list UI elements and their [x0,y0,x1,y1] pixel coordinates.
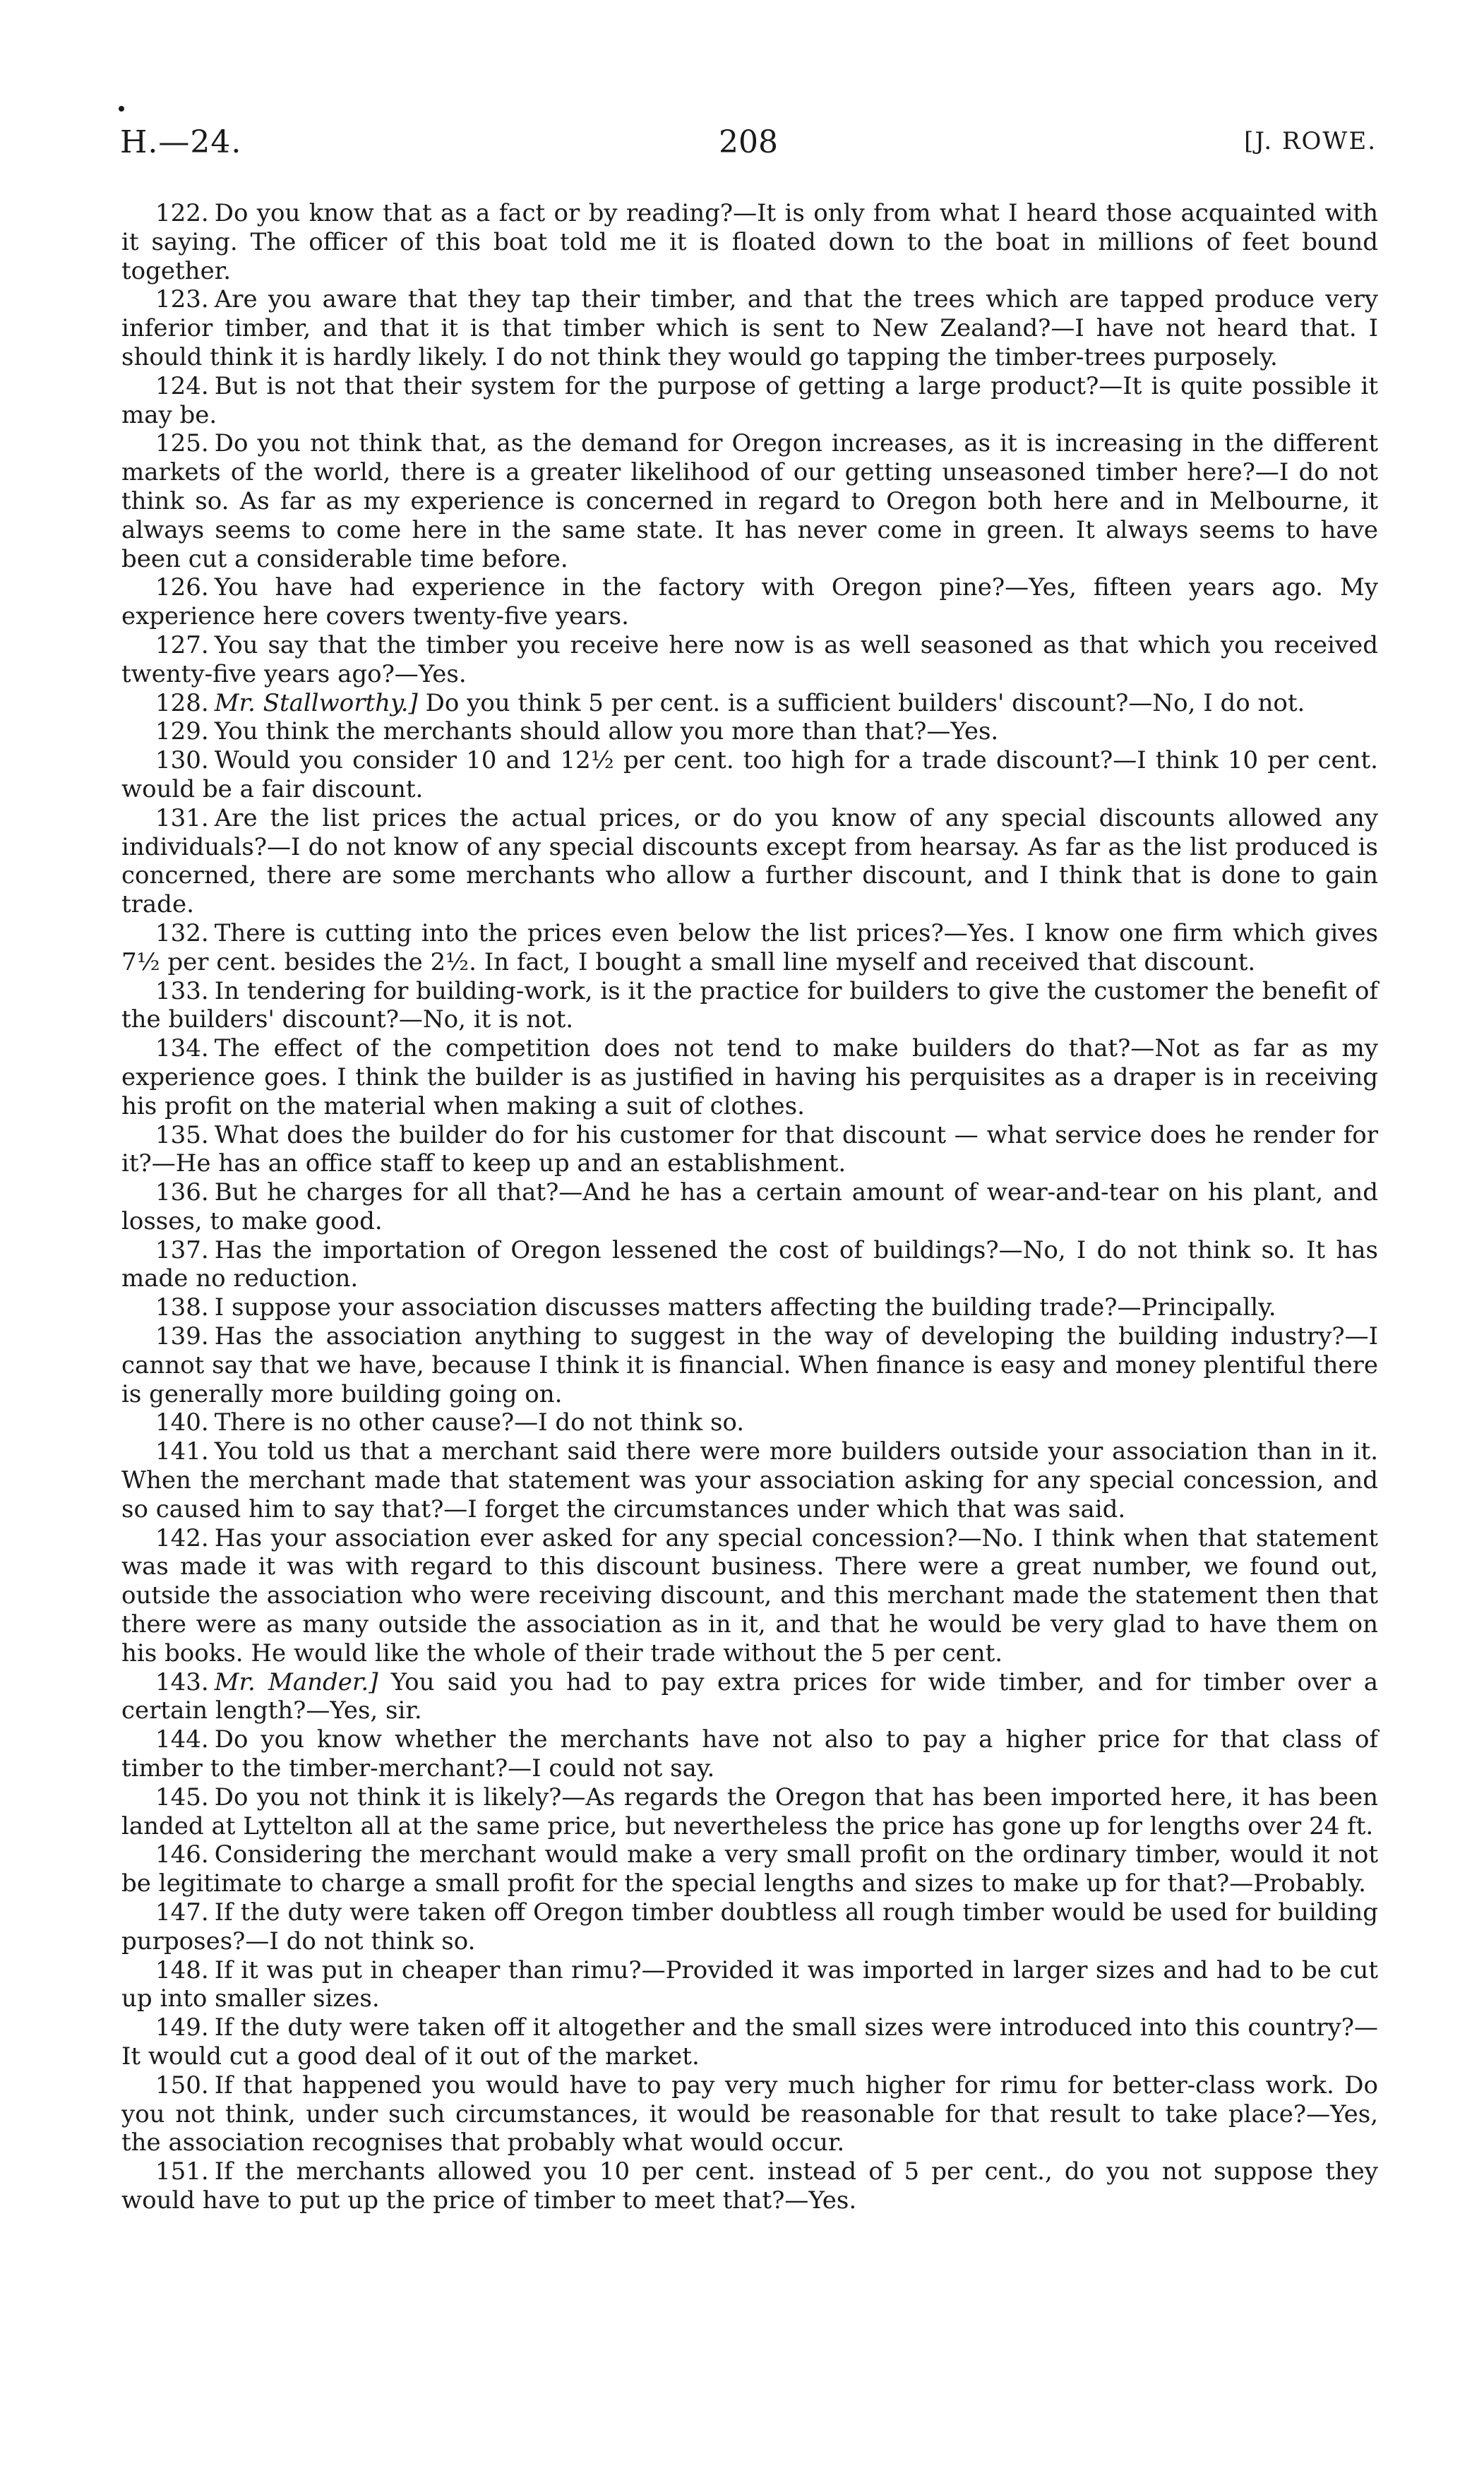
question-answer-text: You think the merchants should allow you more than that?—Yes. [214,717,999,746]
question-paragraph [121,1437,1378,1523]
question-answer-text: Has your association ever asked for any special concession?—No. I think when that statement was made it was with regard to this discount business. There were a great number, we found out, outside the association who were receiving discount, and this merchant made the statement then that there were as many outside the association as in it, and that he would be very glad to have them on his books. He would like the whole of their trade without the 5 per cent. [121,1523,1378,1667]
question-number: 124. [155,371,209,400]
question-number: 144. [155,1725,209,1754]
question-answer-text: If it was put in cheaper than rimu?—Provided it was imported in larger sizes and had to be cut up into smaller sizes. [121,1955,1378,2013]
question-paragraph [121,1840,1378,1898]
document-reference: H.—24. [120,124,242,160]
question-number: 128. [155,688,209,717]
examiner-name: Mr. Mander.] [214,1667,378,1696]
question-number: 151. [155,2157,209,2186]
question-paragraph [121,1178,1378,1236]
question-number: 131. [155,803,209,832]
question-number: 145. [155,1783,209,1811]
question-answer-text: But he charges for all that?—And he has a certain amount of wear-and-tear on his plant, and losses, to make good. [121,1178,1378,1235]
question-answer-text: You said you had to pay extra prices for wide timber, and for timber over a certain length?—Yes, sir. [121,1667,1379,1725]
question-number: 140. [155,1408,209,1437]
question-answer-text: Are the list prices the actual prices, or do you know of any special discounts allowed any individuals?—I do not know of any special discounts except from hearsay. As far as the list produced is concerned, there are some merchants who allow a further discount, and I think that is done to gain trade. [121,803,1378,919]
question-answer-text: Do you know that as a fact or by reading?—It is only from what I heard those acquainted with it saying. The officer of this boat told me it is floated down to the boat in millions of feet bound together. [121,199,1378,285]
question-paragraph [121,429,1378,573]
question-answer-text: You told us that a merchant said there were more builders outside your association than in it. When the merchant made that statement was your association asking for any special concession, and so caused him to say that?—I forget the circumstances under which that was said. [121,1437,1378,1523]
question-answer-text: Do you not think it is likely?—As regards the Oregon that has been imported here, it has been landed at Lyttelton all at the same price, but nevertheless the price has gone up for lengths over 24 ft. [121,1783,1378,1840]
question-paragraph [121,1725,1378,1783]
question-paragraph [121,717,1378,746]
question-number: 136. [155,1178,209,1207]
question-answer-text: Has the importation of Oregon lessened the cost of buildings?—No, I do not think so. It has made no reduction. [121,1235,1378,1293]
question-answer-text: What does the builder do for his customer for that discount — what service does he render for it?—He has an office staff to keep up and an establishment. [121,1120,1378,1178]
question-number: 125. [155,429,209,458]
question-answer-text: If that happened you would have to pay very much higher for rimu for better-class work. Do you not think, under such circumstances, it would be reasonable for that result to take place?—Yes, the association recognises that probably what would occur. [121,2071,1378,2157]
question-paragraph [121,1524,1378,1668]
question-number: 150. [155,2071,209,2099]
question-answer-text: There is no other cause?—I do not think so. [214,1408,745,1437]
page-number: 208 [719,124,778,160]
question-number: 122. [155,199,209,227]
question-number: 148. [155,1955,209,1984]
question-answer-text: If the merchants allowed you 10 per cent. instead of 5 per cent., do you not suppose they would have to put up the price of timber to meet that?—Yes. [121,2157,1378,2215]
question-paragraph [121,631,1378,689]
question-number: 142. [155,1523,209,1552]
question-paragraph [121,199,1378,285]
question-paragraph [121,746,1378,804]
question-paragraph [121,1956,1378,2014]
question-number: 146. [155,1840,209,1869]
question-paragraph [121,1121,1378,1179]
question-number: 137. [155,1235,209,1264]
question-number: 143. [155,1667,209,1696]
question-paragraph [121,804,1378,919]
question-number: 147. [155,1898,209,1927]
question-number: 141. [155,1437,209,1466]
question-answer-text: If the duty were taken off it altogether and the small sizes were introduced into this country?—It would cut a good deal of it out of the market. [121,2013,1378,2071]
question-answer-text: Would you consider 10 and 12½ per cent. too high for a trade discount?—I think 10 per cent. would be a fair discount. [121,746,1378,803]
question-paragraph [121,689,1378,718]
question-paragraph [121,2013,1378,2071]
question-answer-text: There is cutting into the prices even below the list prices?—Yes. I know one firm which gives 7½ per cent. besides the 2½. In fact, I bought a small line myself and received that discount. [121,918,1378,976]
question-paragraph [121,919,1378,977]
question-answer-text: Considering the merchant would make a very small profit on the ordinary timber, would it not be legitimate to charge a small profit for the special lengths and sizes to make up for that?—Probably. [121,1840,1378,1898]
question-number: 139. [155,1322,209,1351]
margin-dot [119,106,124,112]
question-paragraph [121,1034,1378,1120]
question-paragraph [121,1236,1378,1294]
question-answer-text: You say that the timber you receive here now is as well seasoned as that which you received twenty-five years ago?—Yes. [121,630,1378,688]
question-number: 138. [155,1293,209,1322]
question-answer-text: I suppose your association discusses matters affecting the building trade?—Principally. [214,1293,1276,1322]
question-paragraph [121,2157,1378,2215]
page-header [120,124,1377,167]
question-number: 127. [155,630,209,659]
question-number: 132. [155,918,209,947]
question-number: 133. [155,976,209,1005]
question-paragraph [121,1293,1378,1322]
question-answer-text: If the duty were taken off Oregon timber doubtless all rough timber would be used for building purposes?—I do not think so. [121,1898,1378,1955]
question-paragraph [121,1408,1378,1437]
question-number: 134. [155,1034,209,1063]
question-number: 129. [155,717,209,746]
question-answer-text: Do you not think that, as the demand for Oregon increases, as it is increasing in the different markets of the world, there is a greater likelihood of our getting unseasoned timber here?—I do not think so. As far as my experience is concerned in regard to Oregon both here and in Melbourne, it always seems to come here in the same state. It has never come in green. It always seems to have been cut a considerable time before. [121,429,1378,573]
question-paragraph [121,977,1378,1035]
question-paragraph [121,1322,1378,1408]
question-number: 149. [155,2013,209,2042]
question-number: 135. [155,1120,209,1149]
question-answer-text: Are you aware that they tap their timber, and that the trees which are tapped produce very inferior timber, and that it is that timber which is sent to New Zealand?—I have not heard that. I should think it is hardly likely. I do not think they would go tapping the timber-trees purposely. [121,285,1378,371]
question-answer-text: But is not that their system for the purpose of getting a large product?—It is quite possible it may be. [121,371,1378,429]
question-answer-text: Has the association anything to suggest in the way of developing the building industry?—I cannot say that we have, because I think it is financial. When finance is easy and money plentiful there is generally more building going on. [121,1322,1378,1408]
witness-name: [J. ROWE. [1244,127,1377,155]
question-number: 126. [155,573,209,602]
question-paragraph [121,573,1378,631]
question-answer-text: You have had experience in the factory with Oregon pine?—Yes, fifteen years ago. My experience here covers twenty-five years. [121,573,1378,631]
question-paragraph [121,2071,1378,2157]
evidence-text [121,199,1378,2215]
question-paragraph [121,1668,1378,1726]
question-answer-text: The effect of the competition does not tend to make builders do that?—Not as far as my experience goes. I think the builder is as justified in having his perquisites as a draper is in receiving his profit on the material when making a suit of clothes. [121,1034,1378,1120]
question-paragraph [121,1783,1378,1841]
question-number: 130. [155,746,209,775]
question-paragraph [121,285,1378,371]
question-answer-text: Do you know whether the merchants have not also to pay a higher price for that class of timber to the timber-merchant?—I could not say. [121,1725,1378,1783]
examiner-name: Mr. Stallworthy.] [214,688,418,717]
question-answer-text: Do you think 5 per cent. is a sufficient builders' discount?—No, I do not. [425,688,1305,717]
question-answer-text: In tendering for building-work, is it the practice for builders to give the customer the benefit of the builders' discount?—No, it is not. [121,976,1378,1034]
question-number: 123. [155,285,209,314]
question-paragraph [121,372,1378,430]
question-paragraph [121,1898,1378,1956]
